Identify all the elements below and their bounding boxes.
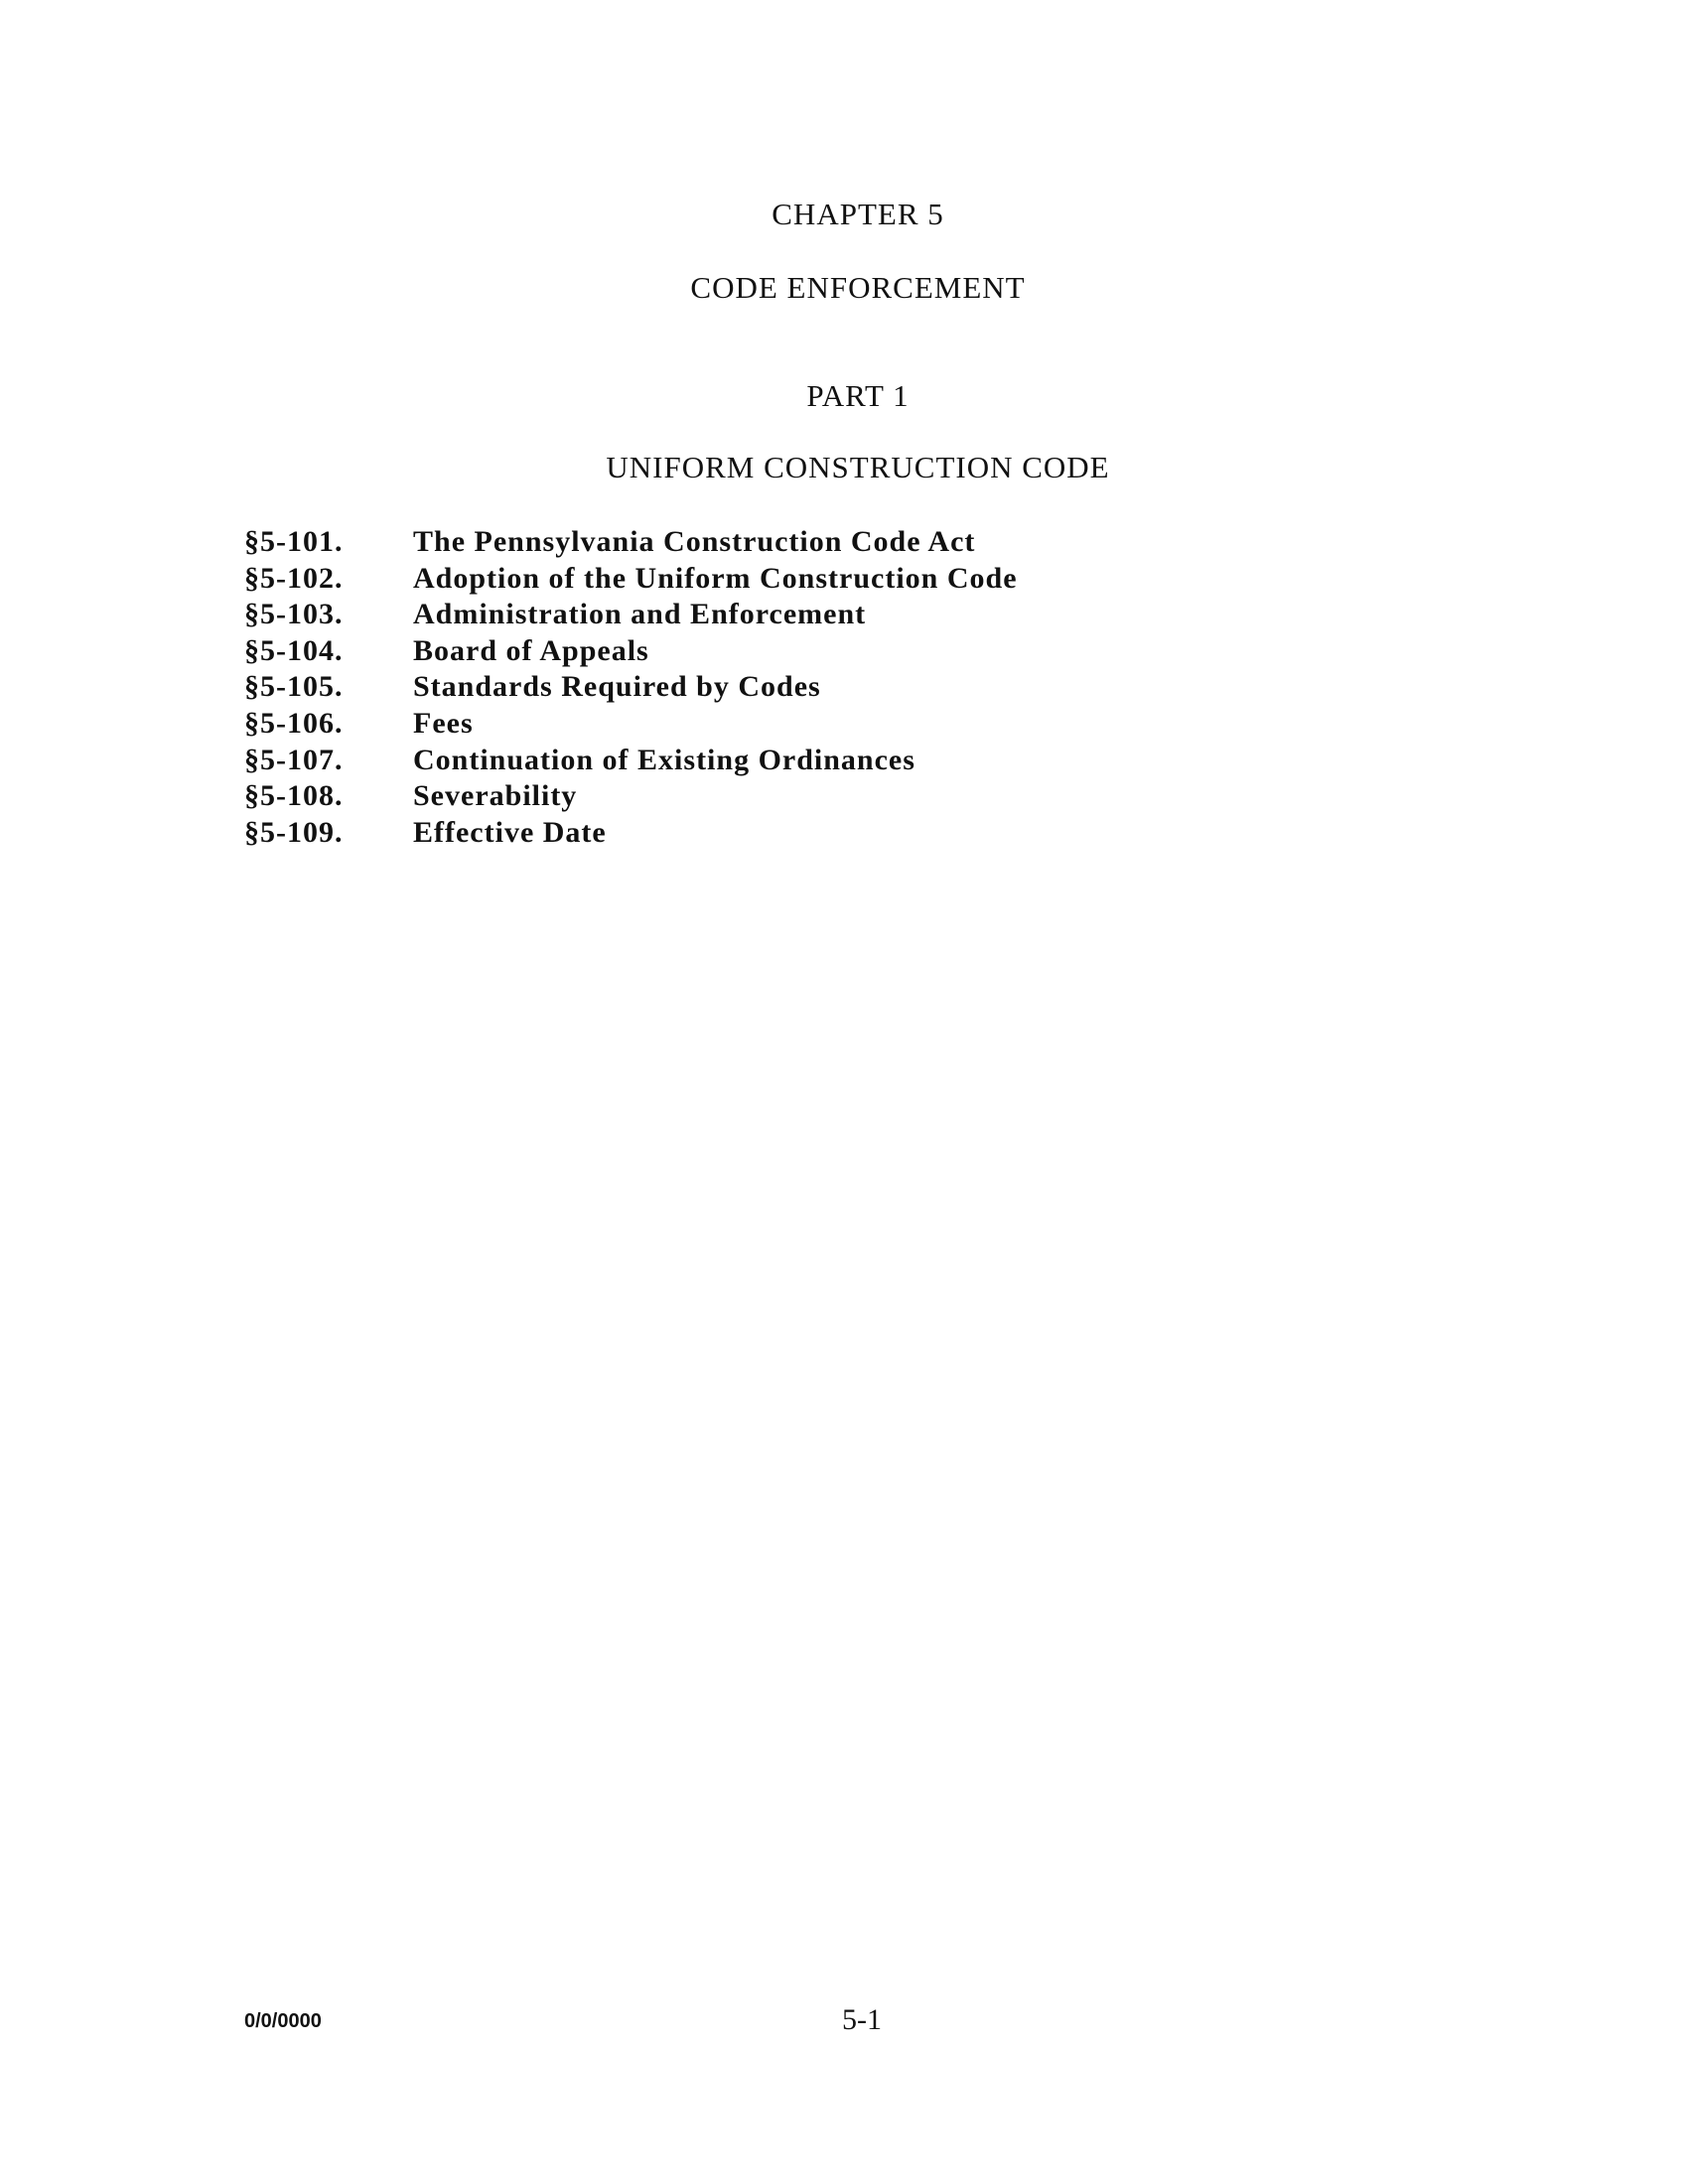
toc-entry [244,634,1018,671]
section-title: Continuation of Existing Ordinances [413,743,915,776]
section-number: §5-107. [244,743,344,776]
section-title: Adoption of the Uniform Construction Code [413,561,1018,595]
page-number: 5-1 [842,2003,882,2036]
section-title: Severability [413,779,578,813]
toc-entry [244,744,1018,780]
section-title: Standards Required by Codes [413,670,821,704]
toc-entry [244,816,1018,853]
footer-date: 0/0/0000 [244,2010,322,2032]
part-heading: PART 1 [806,378,910,413]
section-title: The Pennsylvania Construction Code Act [413,525,976,558]
chapter-title: CODE ENFORCEMENT [690,270,1026,305]
toc-entry [244,525,1018,562]
section-number: §5-106. [244,706,344,740]
section-number: §5-103. [244,598,344,631]
section-number: §5-101. [244,525,344,558]
section-number: §5-105. [244,670,344,704]
section-number: §5-104. [244,633,344,667]
section-number: §5-108. [244,779,344,813]
section-title: Board of Appeals [413,633,649,667]
toc-entry [244,707,1018,744]
part-title: UNIFORM CONSTRUCTION CODE [606,450,1110,484]
toc-entry [244,779,1018,816]
chapter-heading: CHAPTER 5 [772,197,944,231]
section-number: §5-109. [244,815,344,849]
section-title: Administration and Enforcement [413,598,867,631]
section-title: Effective Date [413,815,607,849]
toc-entry [244,598,1018,634]
toc-entry [244,670,1018,707]
table-of-contents [244,525,1018,852]
toc-entry [244,562,1018,599]
section-title: Fees [413,706,474,740]
section-number: §5-102. [244,561,344,595]
